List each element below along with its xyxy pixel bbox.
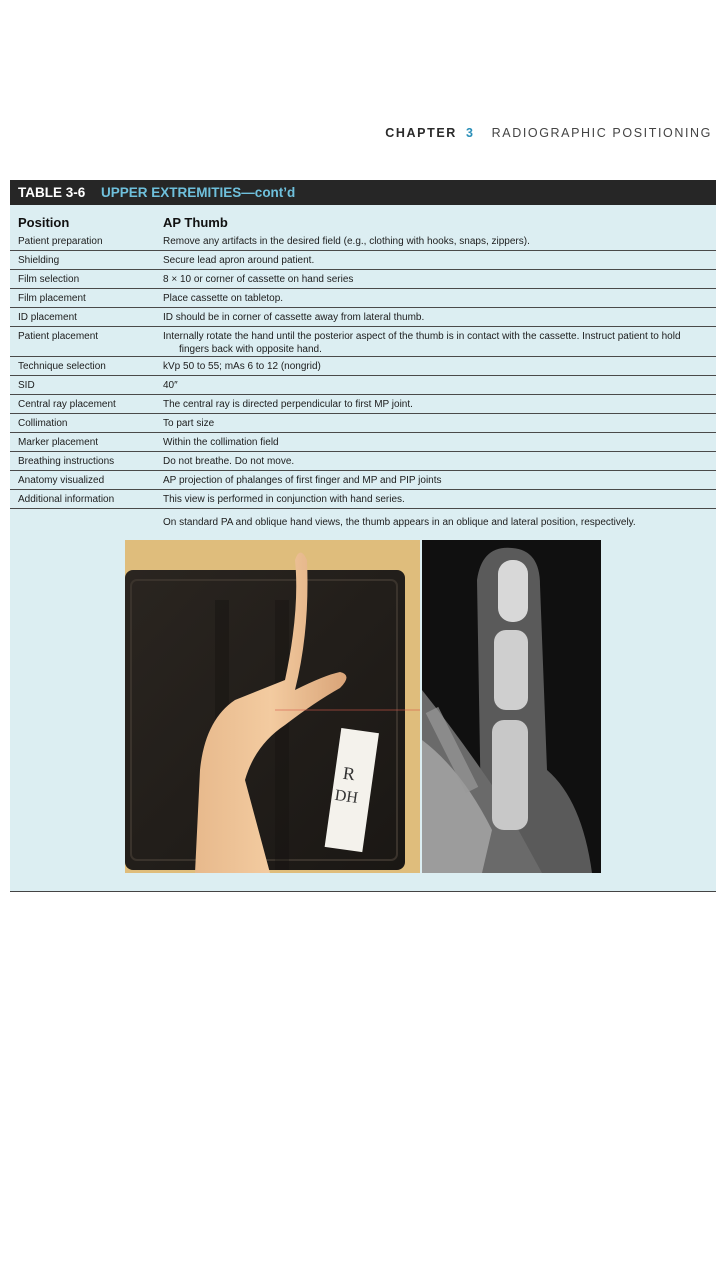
chapter-title: RADIOGRAPHIC POSITIONING: [491, 126, 712, 140]
table-row: [10, 357, 716, 376]
column-header-view: AP Thumb: [163, 215, 228, 230]
table-row: [10, 433, 716, 452]
row-label: ID placement: [18, 312, 77, 323]
table-row: [10, 270, 716, 289]
row-label: Anatomy visualized: [18, 475, 105, 486]
row-value: The central ray is directed perpendicular to first MP joint.: [163, 399, 413, 410]
row-label: Film placement: [18, 293, 86, 304]
row-label: Collimation: [18, 418, 68, 429]
row-value: Within the collimation field: [163, 437, 279, 448]
table-row: [10, 471, 716, 490]
running-head: [385, 126, 712, 140]
row-value-continuation: fingers back with opposite hand.: [179, 344, 322, 355]
row-label: Additional information: [18, 494, 115, 505]
row-value: 40″: [163, 380, 178, 391]
table-title: UPPER EXTREMITIES—cont’d: [101, 185, 296, 200]
row-label: Film selection: [18, 274, 80, 285]
table-row: [10, 414, 716, 433]
table-row: [10, 452, 716, 471]
row-value: This view is performed in conjunction with hand series.: [163, 494, 405, 505]
row-value: AP projection of phalanges of first finger and MP and PIP joints: [163, 475, 442, 486]
radiograph-image: [422, 540, 601, 873]
row-value-line: Internally rotate the hand until the posterior aspect of the thumb is in contact with the cassette. Instruct patient to hold: [163, 331, 681, 342]
row-value: Do not breathe. Do not move.: [163, 456, 295, 467]
column-header-position: Position: [18, 215, 70, 230]
row-value: Remove any artifacts in the desired field (e.g., clothing with hooks, snaps, zippers).: [163, 236, 530, 247]
row-value: 8 × 10 or corner of cassette on hand series: [163, 274, 354, 285]
row-label: SID: [18, 380, 35, 391]
table-row: [10, 289, 716, 308]
row-label: Marker placement: [18, 437, 99, 448]
chapter-label: CHAPTER: [385, 126, 457, 140]
positioning-photo: [125, 540, 420, 873]
row-label: Patient preparation: [18, 236, 103, 247]
table-number: TABLE 3-6: [18, 185, 86, 200]
positioning-table: [10, 180, 716, 892]
positioning-photo-graphic: [125, 540, 420, 873]
id-marker-letter-bottom: DH: [333, 786, 359, 807]
table-rows: [10, 232, 716, 509]
table-banner: [10, 180, 716, 205]
table-row: [10, 395, 716, 414]
row-label: Central ray placement: [18, 399, 116, 410]
row-value: kVp 50 to 55; mAs 6 to 12 (nongrid): [163, 361, 321, 372]
row-value: ID should be in corner of cassette away from lateral thumb.: [163, 312, 425, 323]
table-row: [10, 308, 716, 327]
figure-photos: [125, 540, 601, 873]
row-value: Secure lead apron around patient.: [163, 255, 315, 266]
row-label: Patient placement: [18, 331, 99, 342]
additional-note: On standard PA and oblique hand views, the thumb appears in an oblique and lateral position, respectively.: [163, 517, 636, 528]
row-value: Place cassette on tabletop.: [163, 293, 284, 304]
row-label: Technique selection: [18, 361, 106, 372]
row-value: To part size: [163, 418, 215, 429]
table-row: [10, 232, 716, 251]
table-row: [10, 490, 716, 509]
id-marker-letter-top: R: [341, 762, 357, 785]
row-label: Shielding: [18, 255, 60, 266]
table-row: [10, 376, 716, 395]
chapter-number: 3: [465, 126, 475, 140]
row-label: Breathing instructions: [18, 456, 115, 467]
table-row: [10, 251, 716, 270]
radiograph-graphic: [422, 540, 601, 873]
table-row: [10, 327, 716, 357]
row-value: [163, 327, 716, 356]
